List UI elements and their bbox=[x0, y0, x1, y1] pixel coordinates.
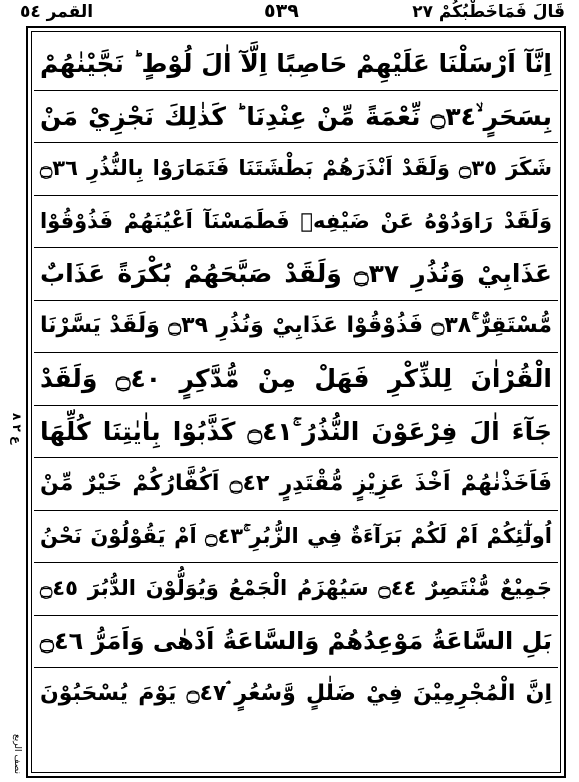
text-line bbox=[34, 301, 558, 354]
line-text: وَلَقَدْ رَاوَدُوْهُ عَنْ ضَيْفِهٖ فَطَمَسْنَآ اَعْيُنَهُمْ فَذُوْقُوْا bbox=[40, 208, 552, 233]
line-text: اِنَّ الْمُجْرِمِيْنَ فِيْ ضَلٰلٍ وَّسُعُرٍ ۘ۝٤٧ يَوْمَ يُسْحَبُوْنَ bbox=[40, 681, 552, 707]
line-text: جَمِيْعٌ مُّنْتَصِرٌ ۝٤٤ سَيُهْزَمُ الْجَمْعُ وَيُوَلُّوْنَ الدُّبُرَ ۝٤٥ bbox=[40, 576, 553, 601]
text-line bbox=[34, 511, 558, 564]
margin-note: نصف الربع bbox=[12, 734, 22, 774]
line-text: اِنَّآ اَرْسَلْنَا عَلَيْهِمْ حَاصِبًا اِلَّآ اٰلَ لُوْطٍ ؕ نَجَّيْنٰهُمْ bbox=[40, 49, 552, 79]
page-number: ٥٣٩ bbox=[264, 0, 299, 22]
text-line bbox=[34, 248, 558, 301]
manzil-marker: ع ٢ ٨ bbox=[10, 412, 24, 444]
surah-name: القمر ٥٤ bbox=[20, 2, 94, 22]
line-text: جَآءَ اٰلَ فِرْعَوْنَ النُّذُرُ ۚ۝٤١ كَذَّبُوْا بِاٰيٰتِنَا كُلِّهَا bbox=[40, 416, 552, 446]
line-text: اُولٰٓئِكُمْ اَمْ لَكُمْ بَرَآءَةٌ فِي الزُّبُرِ ۚ۝٤٣ اَمْ يَقُوْلُوْنَ نَحْنُ bbox=[40, 523, 552, 548]
text-line bbox=[34, 143, 558, 196]
text-line bbox=[34, 91, 558, 144]
line-text: مُّسْتَقِرٌّ ۚ۝٣٨ فَذُوْقُوْا عَذَابِيْ وَنُذُرِ ۝٣٩ وَلَقَدْ يَسَّرْنَا bbox=[40, 313, 553, 339]
text-line bbox=[34, 616, 558, 669]
text-line bbox=[34, 353, 558, 406]
line-text: بَلِ السَّاعَةُ مَوْعِدُهُمْ وَالسَّاعَةُ اَدْهٰى وَاَمَرُّ ۝٤٦ bbox=[39, 627, 552, 656]
text-line bbox=[34, 196, 558, 249]
text-line bbox=[34, 458, 558, 511]
text-line bbox=[34, 38, 558, 91]
text-line bbox=[34, 563, 558, 616]
text-line bbox=[34, 406, 558, 459]
text-block bbox=[34, 38, 558, 774]
line-text: بِسَحَرٍ ۙ۝٣٤ نِّعْمَةً مِّنْ عِنْدِنَا ؕ كَذٰلِكَ نَجْزِيْ مَنْ bbox=[40, 101, 552, 131]
line-text: فَاَخَذْنٰهُمْ اَخْذَ عَزِيْزٍ مُّقْتَدِرٍ ۝٤٢ اَكُفَّارُكُمْ خَيْرٌ مِّنْ bbox=[40, 470, 552, 496]
juz-name: قَالَ فَمَاخَطْبُكُمْ ٢٧ bbox=[412, 2, 565, 22]
line-text: عَذَابِيْ وَنُذُرِ ۝٣٧ وَلَقَدْ صَبَّحَهُمْ بُكْرَةً عَذَابٌ bbox=[40, 259, 552, 289]
text-line bbox=[34, 668, 558, 721]
line-text: شَكَرَ ۝٣٥ وَلَقَدْ اَنْذَرَهُمْ بَطْشَتَنَا فَتَمَارَوْا بِالنُّذُرِ ۝٣٦ bbox=[40, 156, 552, 181]
line-text: الْقُرْاٰنَ لِلذِّكْرِ فَهَلْ مِنْ مُّدَّكِرٍ ۝٤٠ وَلَقَدْ bbox=[40, 364, 552, 394]
